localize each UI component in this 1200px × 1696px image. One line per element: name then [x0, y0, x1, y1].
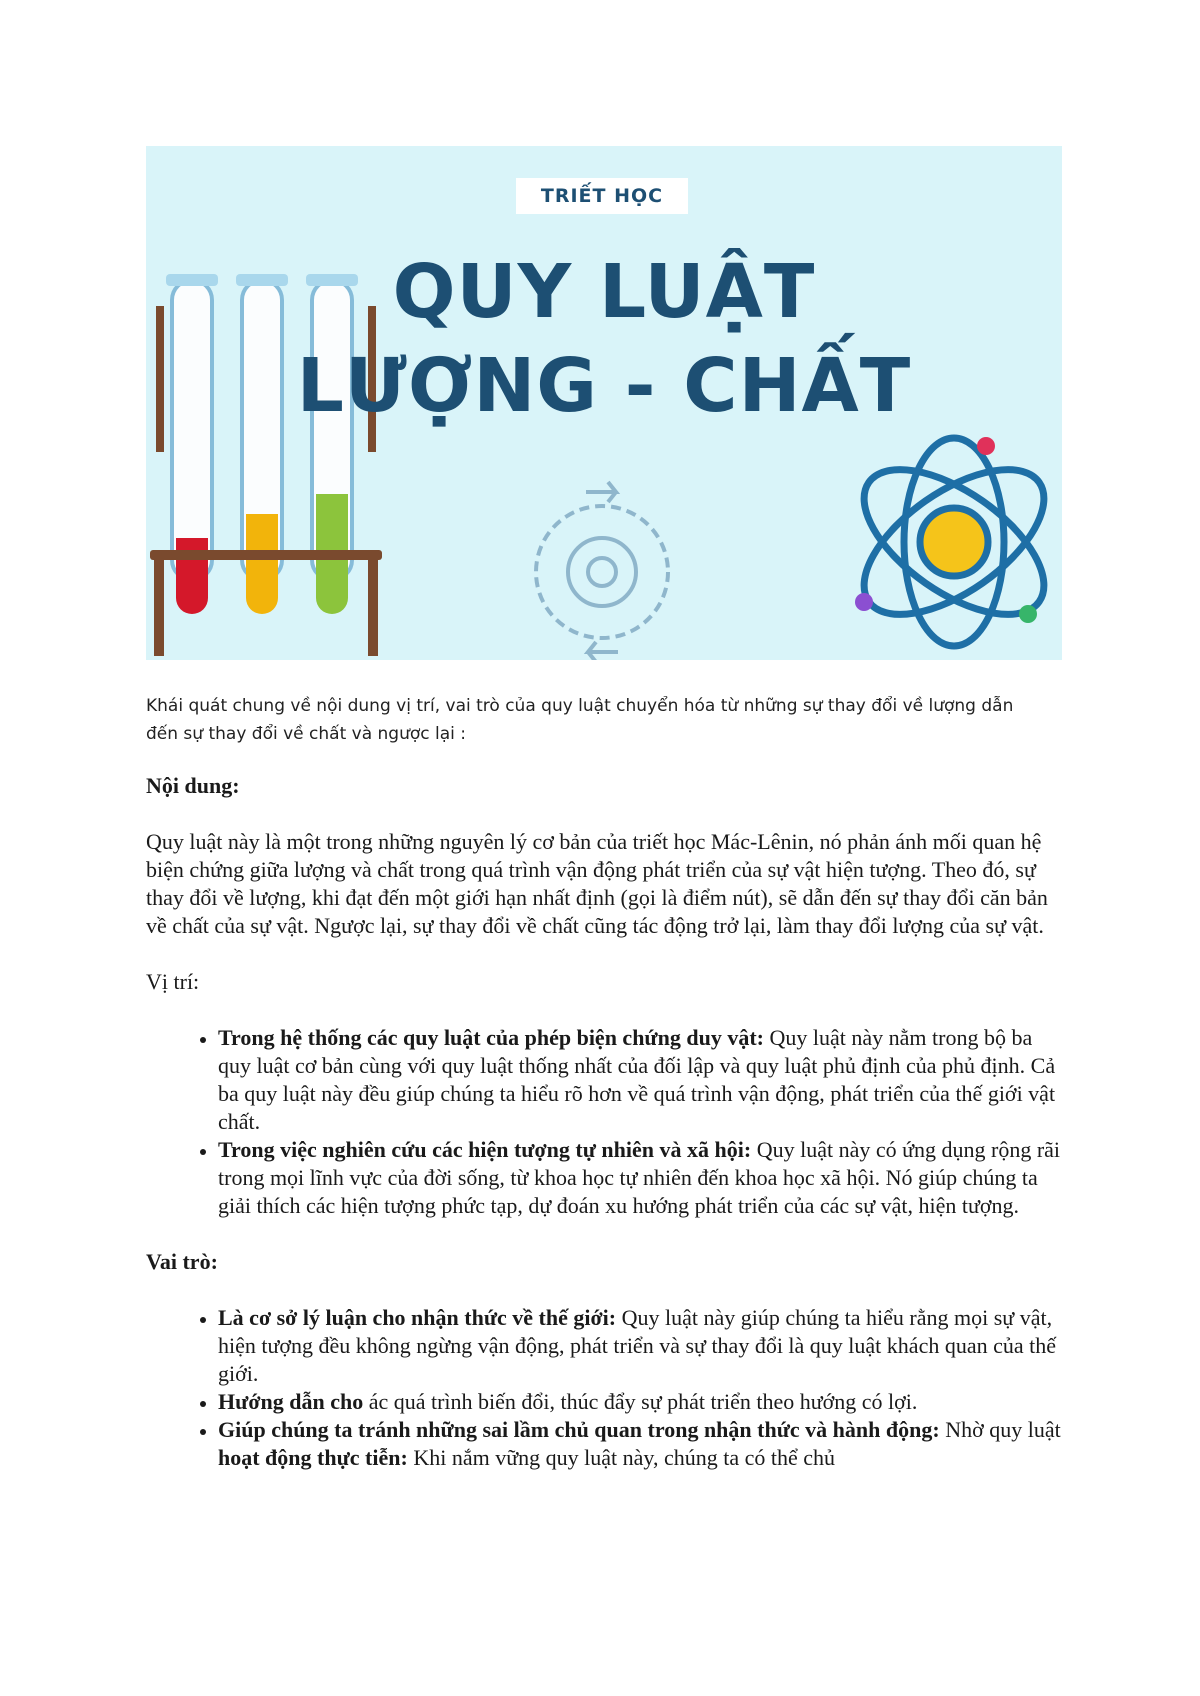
- category-tag: TRIẾT HỌC: [516, 178, 688, 214]
- noi-dung-paragraph: Quy luật này là một trong những nguyên lý cơ bản của triết học Mác-Lênin, nó phản ánh mối quan hệ biện chứng giữa lượng và chất trong quá trình vận động phát triển của sự vật hiện tượng. Theo đó, sự thay đổi về lượng, khi đạt đến một giới hạn nhất định (gọi là điểm nút), sẽ dẫn đến sự thay đổi căn bản về chất của sự vật. Ngược lại, sự thay đổi về chất cũng tác động trở lại, làm thay đổi lượng của sự vật.: [146, 829, 1048, 938]
- document-body: [146, 772, 1066, 1472]
- vi-tri-list: [146, 1024, 1066, 1220]
- list-item: • Trong việc nghiên cứu các hiện tượng tự nhiên và xã hội: Quy luật này có ứng dụng rộng rãi trong mọi lĩnh vực của đời sống, từ khoa học tự nhiên đến khoa học xã hội. Nó giúp chúng ta giải thích các hiện tượng phức tạp, dự đoán xu hướng phát triển của các sự vật, hiện tượng.: [218, 1136, 1066, 1220]
- section-heading-vi-tri: Vị trí:: [146, 969, 200, 994]
- list-item: • Hướng dẫn cho ác quá trình biến đổi, thúc đẩy sự phát triển theo hướng có lợi.: [218, 1388, 1066, 1416]
- list-item: • Giúp chúng ta tránh những sai lầm chủ quan trong nhận thức và hành động: Nhờ quy luật hoạt động thực tiễn: Khi nắm vững quy luật này, chúng ta có thể chủ: [218, 1416, 1066, 1472]
- list-item: • Trong hệ thống các quy luật của phép biện chứng duy vật: Quy luật này nằm trong bộ ba quy luật cơ bản cùng với quy luật thống nhất của đối lập và quy luật phủ định của phủ định. Cả ba quy luật này đều giúp chúng ta hiểu rõ hơn về quá trình vận động, phát triển của thế giới vật chất.: [218, 1024, 1066, 1136]
- section-heading-noi-dung: Nội dung:: [146, 773, 240, 798]
- header-banner: [146, 146, 1062, 660]
- intro-paragraph: Khái quát chung về nội dung vị trí, vai trò của quy luật chuyển hóa từ những sự thay đổi về lượng dẫn đến sự thay đổi về chất và ngược lại :: [146, 696, 1014, 744]
- atom-icon: [840, 437, 1062, 646]
- cycle-gear-icon: [536, 482, 668, 660]
- section-heading-vai-tro: Vai trò:: [146, 1249, 218, 1274]
- page-title-line-1: QUY LUẬT: [392, 249, 816, 335]
- list-item: • Là cơ sở lý luận cho nhận thức về thế giới: Quy luật này giúp chúng ta hiểu rằng mọi sự vật, hiện tượng đều không ngừng vận động, phát triển và sự thay đổi là quy luật khách quan của thế giới.: [218, 1304, 1066, 1388]
- page-title-line-2: LƯỢNG - CHẤT: [296, 343, 912, 429]
- vai-tro-list: [146, 1304, 1066, 1472]
